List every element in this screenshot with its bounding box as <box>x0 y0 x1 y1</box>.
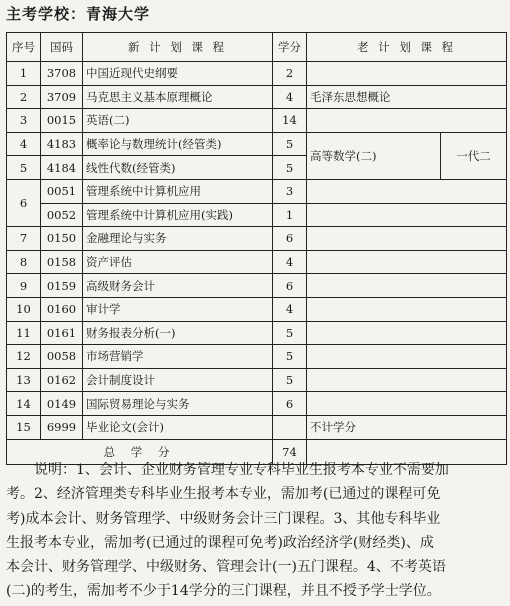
seq-cell: 4 <box>7 132 41 156</box>
total-value: 74 <box>273 439 307 464</box>
col-header-code: 国码 <box>41 33 83 62</box>
table-row <box>7 227 507 251</box>
old-course-cell <box>307 109 507 133</box>
seq-cell: 1 <box>7 62 41 86</box>
old-course-cell <box>307 345 507 369</box>
table-row <box>7 203 507 227</box>
old-course-cell <box>307 321 507 345</box>
course-name-cell: 资产评估 <box>83 250 273 274</box>
credit-cell: 4 <box>273 250 307 274</box>
course-name-cell: 管理系统中计算机应用(实践) <box>83 203 273 227</box>
notes-line: 生报考本专业，需加考(已通过的课程可免考)政治经济学(财经类)、成 <box>6 534 434 551</box>
table-row <box>7 415 507 439</box>
old-course-cell <box>307 250 507 274</box>
course-name-cell: 管理系统中计算机应用 <box>83 179 273 203</box>
table-row <box>7 62 507 86</box>
credit-cell: 6 <box>273 227 307 251</box>
code-cell: 6999 <box>41 415 83 439</box>
page-title: 主考学校：青海大学 <box>6 5 151 23</box>
seq-cell: 9 <box>7 274 41 298</box>
old-course-cell <box>307 274 507 298</box>
seq-cell: 2 <box>7 85 41 109</box>
code-cell: 3708 <box>41 62 83 86</box>
table-row <box>7 274 507 298</box>
code-cell: 0052 <box>41 203 83 227</box>
seq-cell: 14 <box>7 392 41 416</box>
code-cell: 0159 <box>41 274 83 298</box>
seq-cell: 6 <box>7 179 41 226</box>
old-course-cell <box>307 179 507 203</box>
credit-cell: 2 <box>273 62 307 86</box>
code-cell: 0158 <box>41 250 83 274</box>
table-row <box>7 321 507 345</box>
code-cell: 0051 <box>41 179 83 203</box>
course-name-cell: 审计学 <box>83 297 273 321</box>
old-course-cell: 毛泽东思想概论 <box>307 85 507 109</box>
course-name-cell: 概率论与数理统计(经管类) <box>83 132 273 156</box>
course-name-cell: 线性代数(经管类) <box>83 156 273 180</box>
course-name-cell: 中国近现代史纲要 <box>83 62 273 86</box>
seq-cell: 3 <box>7 109 41 133</box>
code-cell: 0161 <box>41 321 83 345</box>
course-plan-table <box>6 32 507 465</box>
credit-cell: 6 <box>273 274 307 298</box>
code-cell: 0162 <box>41 368 83 392</box>
course-name-cell: 国际贸易理论与实务 <box>83 392 273 416</box>
table-row <box>7 85 507 109</box>
course-name-cell: 马克思主义基本原理概论 <box>83 85 273 109</box>
course-name-cell: 英语(二) <box>83 109 273 133</box>
old-course-cell: 高等数学(二) <box>307 132 441 179</box>
code-cell: 4184 <box>41 156 83 180</box>
credit-cell: 5 <box>273 321 307 345</box>
seq-cell: 5 <box>7 156 41 180</box>
credit-cell: 6 <box>273 392 307 416</box>
course-name-cell: 金融理论与实务 <box>83 227 273 251</box>
table-row <box>7 250 507 274</box>
old-course-cell <box>307 62 507 86</box>
code-cell: 0058 <box>41 345 83 369</box>
table-row <box>7 345 507 369</box>
credit-cell: 3 <box>273 179 307 203</box>
code-cell: 0150 <box>41 227 83 251</box>
course-name-cell: 毕业论文(会计) <box>83 415 273 439</box>
course-name-cell: 会计制度设计 <box>83 368 273 392</box>
seq-cell: 10 <box>7 297 41 321</box>
notes-paragraph <box>6 458 504 604</box>
table-row <box>7 109 507 133</box>
credit-cell: 4 <box>273 297 307 321</box>
code-cell: 0149 <box>41 392 83 416</box>
credit-cell: 5 <box>273 368 307 392</box>
notes-line: 本会计、财务管理学、中级财务、管理会计(一)五门课程。4、不考英语 <box>6 559 446 576</box>
credit-cell: 4 <box>273 85 307 109</box>
credit-cell: 5 <box>273 345 307 369</box>
total-label: 总 学 分 <box>7 439 273 464</box>
seq-cell: 11 <box>7 321 41 345</box>
col-header-old-course: 老 计 划 课 程 <box>307 33 507 62</box>
table-row <box>7 368 507 392</box>
credit-cell: 5 <box>273 132 307 156</box>
notes-line: 考)成本会计、财务管理学、中级财务会计三门课程。3、其他专科毕业 <box>6 510 441 527</box>
course-name-cell: 市场营销学 <box>83 345 273 369</box>
seq-cell: 12 <box>7 345 41 369</box>
old-course-cell <box>307 368 507 392</box>
notes-line: (二)的考生，需加考不少于14学分的三门课程，并且不授予学士学位。 <box>6 583 441 600</box>
course-name-cell: 高级财务会计 <box>83 274 273 298</box>
notes-line: 考。2、经济管理类专科毕业生报考本专业，需加考(已通过的课程可免 <box>6 486 441 503</box>
seq-cell: 8 <box>7 250 41 274</box>
old-course-cell <box>307 227 507 251</box>
credit-cell: 1 <box>273 203 307 227</box>
table-row <box>7 297 507 321</box>
old-course-cell <box>307 392 507 416</box>
seq-cell: 13 <box>7 368 41 392</box>
col-header-credit: 学分 <box>273 33 307 62</box>
old-course-cell: 不计学分 <box>307 415 507 439</box>
old-course-cell <box>307 297 507 321</box>
code-cell: 3709 <box>41 85 83 109</box>
seq-cell: 7 <box>7 227 41 251</box>
table-row <box>7 179 507 203</box>
code-cell: 4183 <box>41 132 83 156</box>
code-cell: 0015 <box>41 109 83 133</box>
credit-cell: 14 <box>273 109 307 133</box>
col-header-seq: 序号 <box>7 33 41 62</box>
credit-cell: 5 <box>273 156 307 180</box>
table-row <box>7 132 507 156</box>
notes-line: 说明：1、会计、企业财务管理专业专科毕业生报考本专业不需要加 <box>34 462 449 478</box>
course-name-cell: 财务报表分析(一) <box>83 321 273 345</box>
old-course-note-cell: 一代二 <box>441 132 507 179</box>
old-course-cell <box>307 203 507 227</box>
table-row <box>7 392 507 416</box>
table-header-row <box>7 33 507 62</box>
col-header-new-course: 新 计 划 课 程 <box>83 33 273 62</box>
credit-cell <box>273 415 307 439</box>
seq-cell: 15 <box>7 415 41 439</box>
code-cell: 0160 <box>41 297 83 321</box>
